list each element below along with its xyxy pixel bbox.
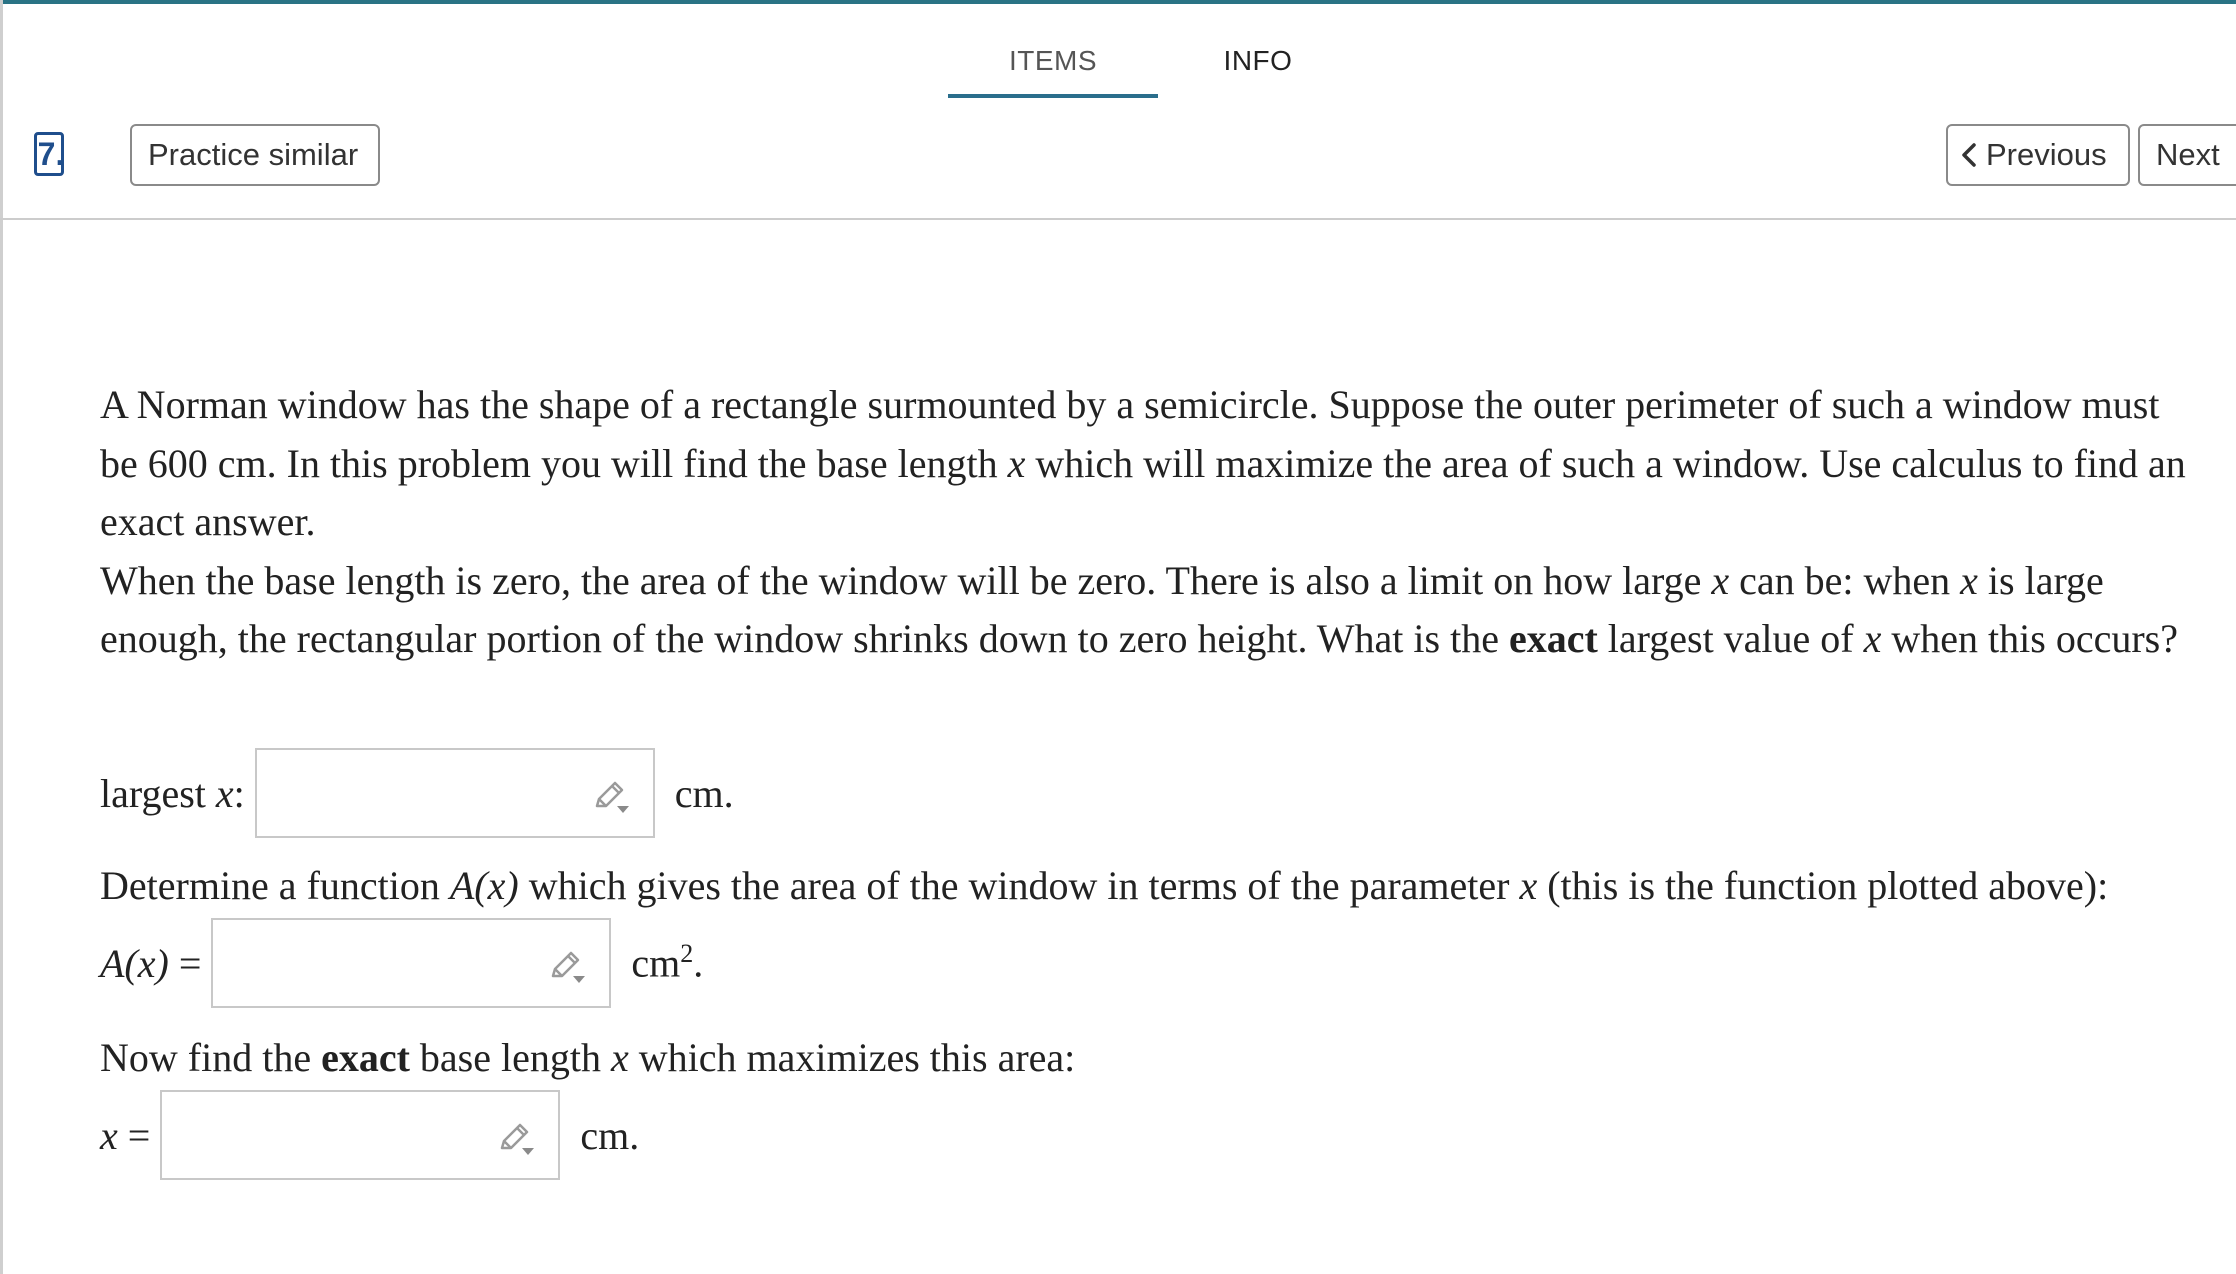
largest-x-label: largest x: [100, 770, 245, 816]
next-button[interactable] [2138, 124, 2236, 186]
area-function-input[interactable] [211, 918, 611, 1008]
tab-info[interactable]: INFO [1223, 45, 1293, 76]
previous-label: Previous [1986, 137, 2107, 172]
problem-paragraph-2: When the base length is zero, the area of the window will be zero. There is also a limit on how large x can be: when x is large enough, the rectangular portion of the window shrinks down to zero height. What is the exact largest value of x when this occurs? [100, 557, 2178, 661]
pencil-dropdown-icon[interactable] [547, 946, 587, 986]
top-accent-bar [0, 0, 2236, 4]
question-max-x-text: Now find the exact base length x which maximizes this area: [100, 1035, 1076, 1080]
practice-similar-button[interactable] [130, 124, 380, 186]
largest-x-input[interactable] [255, 748, 655, 838]
pencil-dropdown-icon[interactable] [591, 776, 631, 816]
answer-row-largest-x [100, 748, 734, 838]
max-x-input[interactable] [160, 1090, 560, 1180]
max-x-label: x = [100, 1112, 151, 1158]
answer-row-max-x [100, 1090, 639, 1180]
largest-x-unit: cm. [674, 770, 734, 816]
area-function-unit: $cm^2$. [631, 939, 704, 986]
previous-button[interactable] [1946, 124, 2130, 186]
area-function-label: A(x) = [100, 940, 202, 986]
tab-items[interactable]: ITEMS [948, 28, 1158, 98]
left-edge-border [0, 0, 3, 1274]
pencil-dropdown-icon[interactable] [496, 1118, 536, 1158]
answer-row-area-function [100, 918, 703, 1008]
problem-statement [100, 376, 2200, 669]
question-number-badge: 7. [34, 132, 64, 176]
toolbar-divider [0, 218, 2236, 220]
max-x-unit: cm. [580, 1112, 640, 1158]
practice-similar-label: Practice similar [148, 137, 359, 172]
question-area-function-text: Determine a function A(x) which gives the area of the window in terms of the parameter x (this is the function plotted above): [100, 863, 2109, 908]
next-label: Next [2156, 137, 2220, 172]
chevron-left-icon [1960, 142, 1978, 168]
problem-paragraph-1: A Norman window has the shape of a rectangle surmounted by a semicircle. Suppose the outer perimeter of such a window must be 600 cm. In this problem you will find the base length x which will maximize the area of such a window. Use calculus to find an exact answer. [100, 382, 2186, 544]
